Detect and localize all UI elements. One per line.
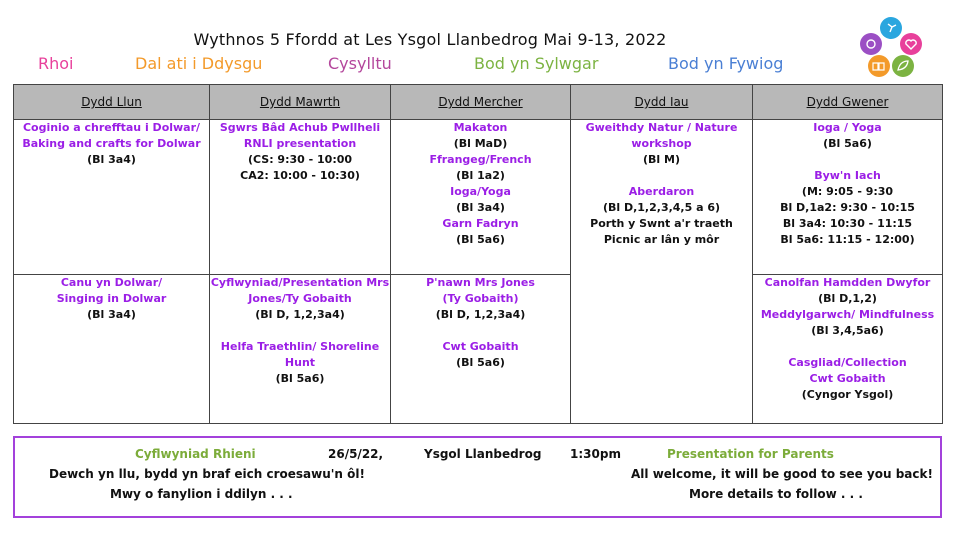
activity-title: Sgwrs Bâd Achub Pwllheli [219, 121, 381, 134]
header-monday: Dydd Llun [14, 85, 210, 120]
activity-title: Cwt Gobaith [809, 372, 886, 385]
activity-title: Meddylgarwch/ Mindfulness [760, 308, 935, 321]
activity-group: (Bl 5a6) [456, 233, 505, 246]
activity-group: (Cyngor Ysgol) [801, 388, 894, 401]
value-rhoi: Rhoi [38, 54, 74, 73]
friday-morning [753, 120, 943, 275]
activity-group: (Bl MaD) [453, 137, 508, 150]
activity-title: Canolfan Hamdden Dwyfor [764, 276, 931, 289]
activity-time: Bl 3a4: 10:30 - 11:15 [782, 217, 913, 230]
activity-group: (Bl 5a6) [456, 356, 505, 369]
person-icon [860, 33, 882, 55]
activity-group: (Bl 3a4) [87, 153, 136, 166]
activity-time: (M: 9:05 - 9:30 [801, 185, 894, 198]
activity-group: (Bl M) [643, 153, 680, 166]
activity-group: (Bl D, 1,2,3a4) [255, 308, 345, 321]
activity-title: Jones/Ty Gobaith [248, 292, 352, 305]
value-bod-yn-sylwgar: Bod yn Sylwgar [474, 54, 599, 73]
five-ways-logo [858, 16, 924, 82]
welcome-text-cy: Dewch yn llu, bydd yn braf eich croesawu'n ôl! [49, 467, 365, 481]
activity-title: Byw'n Iach [814, 169, 881, 182]
activity-group: (Bl 1a2) [456, 169, 505, 182]
activity-group: (Bl D,1,2,3,4,5 a 6) [602, 201, 721, 214]
activity-title: Casgliad/Collection [788, 356, 907, 369]
activity-group: (Bl D,1,2) [818, 292, 877, 305]
activity-group: (Bl 3a4) [456, 201, 505, 214]
monday-morning [14, 120, 210, 275]
value-cysylltu: Cysylltu [328, 54, 392, 73]
activity-title: workshop [631, 137, 692, 150]
activity-title: Singing in Dolwar [56, 292, 167, 305]
header-tuesday: Dydd Mawrth [210, 85, 391, 120]
activity-time: CA2: 10:00 - 10:30) [240, 169, 360, 182]
activity-title: Ioga / Yoga [813, 121, 882, 134]
activity-group: (Bl 5a6) [823, 137, 872, 150]
page-title: Wythnos 5 Ffordd at Les Ysgol Llanbedrog Mai 9-13, 2022 [193, 30, 667, 49]
leaf-icon [892, 55, 914, 77]
thursday-all-day [571, 120, 753, 424]
wednesday-afternoon [391, 275, 571, 424]
activity-title: Canu yn Dolwar/ [60, 276, 163, 289]
activity-time: Bl 5a6: 11:15 - 12:00) [780, 233, 915, 246]
activity-group: (Bl 3a4) [87, 308, 136, 321]
timetable [13, 84, 943, 424]
wednesday-morning [391, 120, 571, 275]
five-ways-legend [0, 54, 860, 76]
activity-title: Gweithdy Natur / Nature [585, 121, 738, 134]
activity-title: Coginio a chrefftau i Dolwar/ [22, 121, 201, 134]
tuesday-afternoon [210, 275, 391, 424]
activity-title: Garn Fadryn [442, 217, 519, 230]
activity-group: (Bl 3,4,5a6) [811, 324, 884, 337]
event-title-cy: Cyflwyniad Rhieni [135, 447, 256, 461]
value-dal-ati-i-ddysgu: Dal ati i Ddysgu [135, 54, 263, 73]
activity-detail: Porth y Swnt a'r traeth [590, 217, 733, 230]
activity-group: (Bl D, 1,2,3a4) [435, 308, 526, 321]
more-details-cy: Mwy o fanylion i ddilyn . . . [110, 487, 293, 501]
monday-afternoon [14, 275, 210, 424]
header-wednesday: Dydd Mercher [391, 85, 571, 120]
activity-group: (Bl 5a6) [275, 372, 325, 385]
welcome-text-en: All welcome, it will be good to see you back! [631, 467, 933, 481]
activity-time: Bl D,1a2: 9:30 - 10:15 [780, 201, 915, 214]
activity-title: Cwt Gobaith [442, 340, 519, 353]
activity-title: P'nawn Mrs Jones [426, 276, 535, 289]
activity-title: Makaton [453, 121, 508, 134]
activity-title: Ffrangeg/French [429, 153, 532, 166]
activity-title: (Ty Gobaith) [442, 292, 519, 305]
activity-title: Helfa Traethlin/ Shoreline [220, 340, 380, 353]
header-thursday: Dydd Iau [571, 85, 753, 120]
heart-icon [900, 33, 922, 55]
event-place: Ysgol Llanbedrog [424, 447, 542, 461]
event-date: 26/5/22, [328, 447, 384, 461]
tuesday-morning [210, 120, 391, 275]
value-bod-yn-fywiog: Bod yn Fywiog [668, 54, 784, 73]
friday-afternoon [753, 275, 943, 424]
event-title-en: Presentation for Parents [667, 447, 834, 461]
activity-title: Baking and crafts for Dolwar [22, 137, 201, 150]
parents-presentation-box [13, 436, 942, 518]
more-details-en: More details to follow . . . [689, 487, 863, 501]
event-time: 1:30pm [570, 447, 621, 461]
activity-title: Cyflwyniad/Presentation Mrs [210, 276, 390, 289]
activity-title: Aberdaron [628, 185, 695, 198]
activity-title: Ioga/Yoga [450, 185, 511, 198]
activity-title: RNLI presentation [243, 137, 357, 150]
header-friday: Dydd Gwener [753, 85, 943, 120]
activity-time: (CS: 9:30 - 10:00 [247, 153, 353, 166]
activity-detail: Picnic ar lân y môr [603, 233, 720, 246]
activity-title: Hunt [284, 356, 316, 369]
